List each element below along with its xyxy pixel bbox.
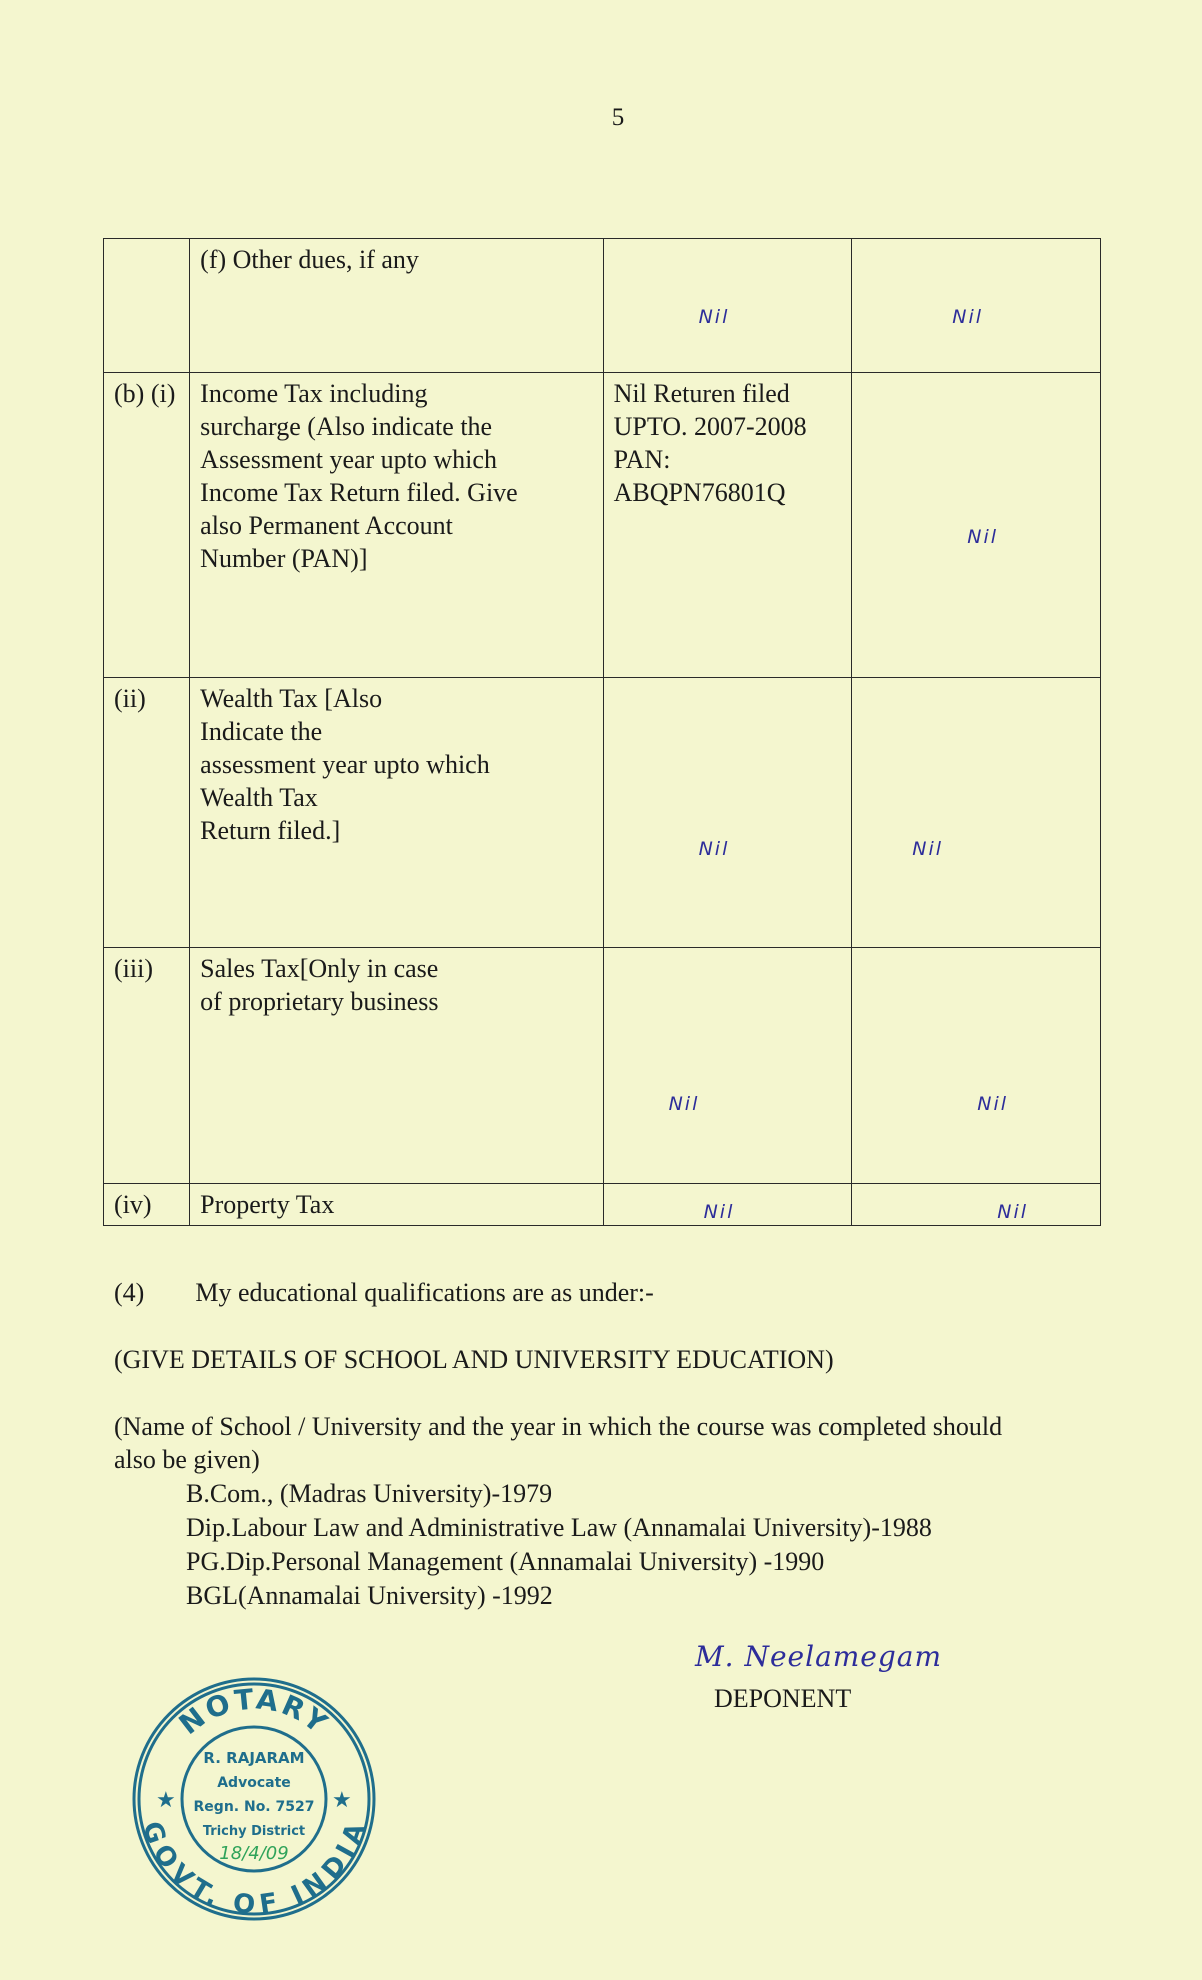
section-4-heading	[114, 1278, 654, 1308]
description-line: assessment year upto which	[200, 750, 490, 779]
qualification-item: Dip.Labour Law and Administrative Law (Annamalai University)-1988	[186, 1513, 932, 1542]
stamp-top-text: NOTARY	[172, 1682, 336, 1742]
svg-text:NOTARY	[173, 1682, 335, 1741]
spouse-value-cell	[852, 1184, 1101, 1226]
spouse-value-cell	[852, 678, 1101, 948]
table-row	[104, 1184, 1101, 1226]
value-line: Nil Returen filed	[613, 379, 790, 408]
description-line: Income Tax Return filed. Give	[200, 478, 518, 507]
page-number: 5	[611, 104, 625, 131]
deponent-label: DEPONENT	[714, 1684, 852, 1713]
self-value-cell	[603, 678, 852, 948]
description-line: Return filed.]	[200, 816, 341, 845]
description-line: Indicate the	[200, 717, 323, 746]
self-value-cell	[603, 1184, 852, 1226]
handwritten-nil: Nil	[977, 1093, 1009, 1115]
table-row	[104, 239, 1101, 373]
description-line: Number (PAN)]	[200, 544, 368, 573]
description-line: Income Tax including	[200, 379, 428, 408]
description-line: Assessment year upto which	[200, 445, 497, 474]
star-icon: ★	[332, 1787, 352, 1812]
spouse-value-cell	[852, 373, 1101, 678]
value-line: UPTO. 2007-2008	[613, 412, 807, 441]
description-line: Wealth Tax [Also	[200, 684, 383, 713]
section-instruction: (GIVE DETAILS OF SCHOOL AND UNIVERSITY EDUCATION)	[114, 1345, 834, 1374]
handwritten-nil: Nil	[698, 306, 730, 328]
row-description	[190, 1184, 603, 1226]
description-line: surcharge (Also indicate the	[200, 412, 493, 441]
stamp-date: 18/4/09	[219, 1843, 289, 1864]
dues-table	[103, 238, 1101, 1226]
stamp-bottom-text: GOVT. OF INDIA	[135, 1817, 373, 1921]
table-row	[104, 373, 1101, 678]
table-row	[104, 948, 1101, 1184]
spouse-value-cell	[852, 948, 1101, 1184]
handwritten-nil: Nil	[952, 306, 984, 328]
qualification-list	[186, 1477, 932, 1613]
self-value-cell	[603, 948, 852, 1184]
description-line: of proprietary business	[200, 987, 439, 1016]
handwritten-nil: Nil	[967, 526, 999, 548]
self-value-cell	[603, 239, 852, 373]
handwritten-nil: Nil	[698, 838, 730, 860]
row-number: (iv)	[104, 1184, 190, 1226]
stamp-line: R. RAJARAM	[203, 1749, 305, 1767]
stamp-line: Trichy District	[202, 1824, 306, 1839]
table-row	[104, 678, 1101, 948]
description-line: Wealth Tax	[200, 783, 318, 812]
row-number: (b) (i)	[104, 373, 190, 678]
self-value-cell	[603, 373, 852, 678]
section-note-line2: also be given)	[114, 1445, 260, 1474]
row-description	[190, 678, 603, 948]
description-line: (f) Other dues, if any	[200, 245, 419, 274]
handwritten-nil: Nil	[703, 1201, 735, 1223]
stamp-line: Regn. No. 7527	[193, 1799, 315, 1815]
handwritten-nil: Nil	[668, 1093, 700, 1115]
section-note-line1: (Name of School / University and the year in which the course was completed should	[114, 1412, 1003, 1441]
description-line: Property Tax	[200, 1190, 335, 1219]
section-number: (4)	[114, 1278, 145, 1307]
notary-stamp	[130, 1675, 378, 1923]
handwritten-nil: Nil	[912, 838, 944, 860]
value-line: PAN:	[613, 445, 671, 474]
section-text: My educational qualifications are as under:-	[195, 1278, 654, 1307]
star-icon: ★	[156, 1787, 176, 1812]
row-number: (iii)	[104, 948, 190, 1184]
row-number	[104, 239, 190, 373]
description-line: also Permanent Account	[200, 511, 453, 540]
row-description	[190, 373, 603, 678]
row-description	[190, 948, 603, 1184]
stamp-line: Advocate	[217, 1775, 291, 1791]
spouse-value-cell	[852, 239, 1101, 373]
handwritten-nil: Nil	[997, 1201, 1029, 1223]
qualification-item: PG.Dip.Personal Management (Annamalai University) -1990	[186, 1547, 825, 1576]
qualification-item: B.Com., (Madras University)-1979	[186, 1479, 553, 1508]
description-line: Sales Tax[Only in case	[200, 954, 439, 983]
signature: M. Neelamegam	[695, 1640, 943, 1673]
row-description	[190, 239, 603, 373]
value-line: ABQPN76801Q	[613, 478, 786, 507]
qualification-item: BGL(Annamalai University) -1992	[186, 1581, 553, 1610]
row-number: (ii)	[104, 678, 190, 948]
